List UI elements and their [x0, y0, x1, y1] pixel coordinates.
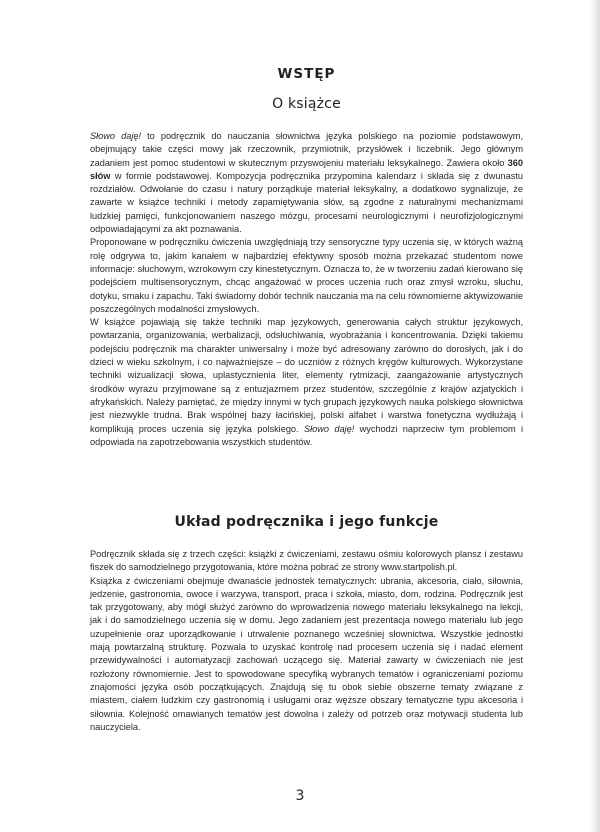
- intro-paragraph-2: Proponowane w podręczniku ćwiczenia uwzględniają trzy sensoryczne typy uczenia się, w których ważną rolę odgrywa to, jakim kanałem w najbardziej efektywny sposób można przekazać studentom nowe informacje: słuchowym, wzrokowym czy kinestetycznym. Oznacza to, że w tworzeniu zadań kierowano się podejściem multisensorycznym, chcąc angażować w proces uczenia ruch oraz zmysł wzroku, słuchu, dotyku, smaku i zapachu. Taki świadomy dobór technik nauczania ma na celu równomierne aktywizowanie poszczególnych modalności zmysłowych.: [90, 237, 523, 314]
- intro-p3-text-b: wychodzi naprzeciw tym problemom i odpowiada na zapotrzebowania wszystkich studentów.: [90, 423, 523, 447]
- intro-p3-text-a: W książce pojawiają się także techniki map językowych, generowania całych struktur językowych, powtarzania, organizowania, werbalizacji, odsłuchiwania, wyobrażania i koncentrowania. Dzięki takiemu podejściu podręcznik ma charakter uniwersalny i może być adresowany zarówno do dorosłych, jak i do dzieci w wieku szkolnym, i co najważniejsze – do uczniów z różnych kręgów kulturowych. Wykorzystane techniki wizualizacji słowa, uplastycznienia liter, elementy rytmizacji, zaangażowanie artystycznych środków wyrazu przyjmowane są z entuzjazmem przez studentów, szczególnie z krajów azjatyckich i afrykańskich. Należy pamiętać, że między innymi w tych grupach językowych nauka polskiego słownictwa jest niezwykle trudna. Brak wspólnej bazy łacińskiej, polski alfabet i warstwa fonetyczna wydłużają i komplikują proces uczenia się języka polskiego.: [90, 317, 523, 434]
- structure-paragraph-1: Podręcznik składa się z trzech części: książki z ćwiczeniami, zestawu ośmiu kolorowych plansz i zestawu fiszek do samodzielnego przygotowania, które można pobrać ze strony www.startpolish.pl.: [90, 549, 523, 573]
- intro-p1-text-a: to podręcznik do nauczania słownictwa języka polskiego na poziomie podstawowym, obejmujący takie części mowy jak rzeczownik, przymiotnik, przysłówek i liczebnik. Jego głównym zadaniem jest pomoc studentowi w skutecznym przyswojeniu materiału leksykalnego. Zawiera około: [90, 131, 524, 168]
- structure-paragraph-2: Książka z ćwiczeniami obejmuje dwanaście jednostek tematycznych: ubrania, akcesoria, ciało, siłownia, jedzenie, gastronomia, owoce i warzywa, transport, praca i szkoła, miasto, dom, rodzina. Podręcznik jest tak przygotowany, aby mógł służyć zarówno do wprowadzenia nowego materiału leksykalnego na lekcji, jak i do samodzielnego uczenia się w domu. Jego zadaniem jest prezentacja nowego materiału lub jego uzupełnienie oraz uporządkowanie i utrwalenie poznanego wcześniej słownictwa. Wszystkie jednostki mają powtarzalną strukturę. Pozwala to uzyskać kontrolę nad procesem uczenia się i nadać element przewidywalności i automatyzacji zachowań uczącego się. Materiał zawarty w ćwiczeniach nie jest rozłożony równomiernie. Jest to spowodowane specyfiką wybranych tematów i ograniczeniami poziomu znajomości języka osób początkujących. Znajdują się tu obok siebie obszerne tematy związane z miastem, ciałem ludzkim czy gastronomią i usługami oraz węższe obszary tematyczne typu akcesoria i siłownia. Kolejność omawianych tematów jest dowolna i zależy od potrzeb oraz motywacji studenta lub nauczyciela.: [90, 575, 523, 732]
- book-title: Słowo daję!: [90, 131, 142, 141]
- word-count: 360 słów: [90, 157, 523, 181]
- intro-paragraph-1: [90, 130, 523, 236]
- section-title: Układ podręcznika i jego funkcje: [174, 514, 439, 530]
- intro-p1-text-b: w formie podstawowej. Kompozycja podręcznika przypomina kalendarz i składa się z dwunastu rozdziałów. Odwołanie do czasu i natury porządkuje materiał leksykalny, a dodatkowo sygnalizuje, że zawarte w książce techniki i metody zapamiętywania słów, są zgodne z naturalnymi mechanizmami ludzkiej pamięci, funkcjonowaniem naszego mózgu, procesami neurologicznymi i neurofizjologicznymi odpowiadającymi za akt poznawania.: [90, 170, 523, 235]
- page-number: 3: [295, 788, 305, 804]
- intro-section: [90, 130, 523, 449]
- page-edge-shadow: [590, 0, 600, 832]
- page-subtitle: O książce: [272, 96, 341, 112]
- intro-paragraph-3: [90, 316, 523, 449]
- page-title: WSTĘP: [277, 66, 336, 82]
- book-title: Słowo daję!: [303, 423, 355, 434]
- structure-section: [90, 548, 523, 734]
